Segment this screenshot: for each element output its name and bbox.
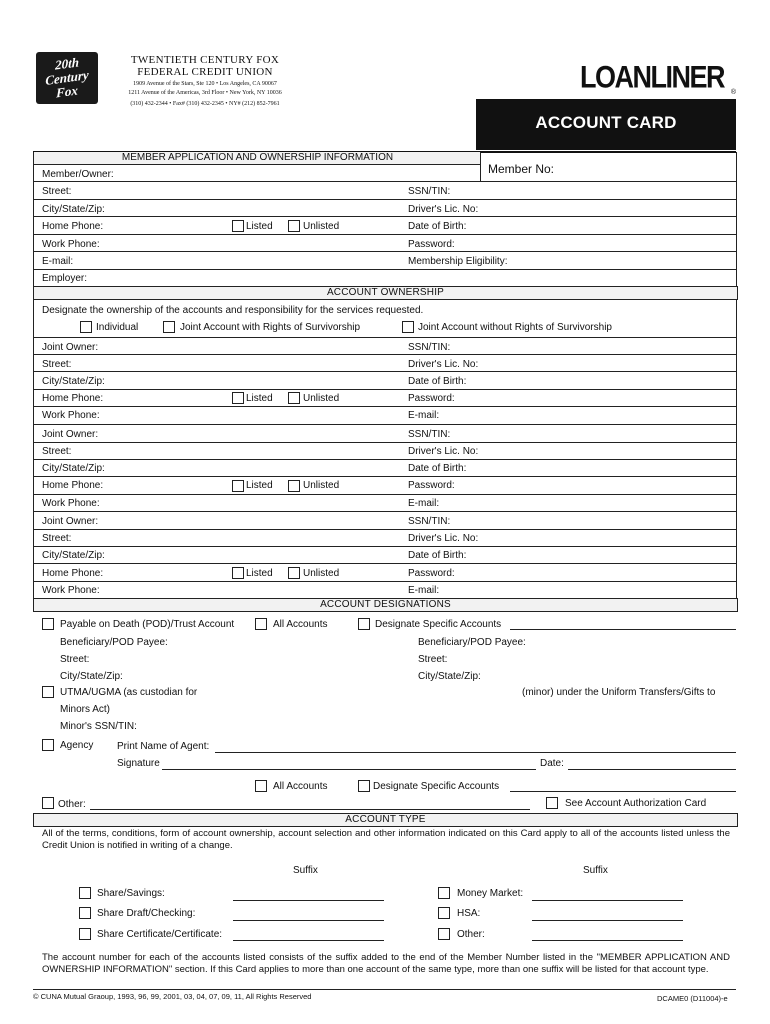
joint-owner-2-dob-label: Date of Birth:: [408, 463, 467, 474]
joint-owner-1-listed-label: Listed: [246, 393, 273, 404]
pod-label: Payable on Death (POD)/Trust Account: [60, 619, 235, 630]
joint-owner-2-unlisted-label: Unlisted: [303, 480, 340, 491]
joint-owner-1-listed-checkbox[interactable]: [232, 392, 244, 404]
joint-owner-2-dl-label: Driver's Lic. No:: [408, 446, 479, 457]
credit-union-address-2: 1211 Avenue of the Americas, 3rd Floor • New York, NY 10036: [128, 90, 282, 96]
joint-owner-2-home-phone-label: Home Phone:: [42, 480, 104, 491]
money-market-checkbox[interactable]: [438, 887, 450, 899]
joint-owner-2-ssn-label: SSN/TIN:: [408, 429, 451, 440]
share-draft-label: Share Draft/Checking:: [97, 908, 196, 919]
joint-owner-3-label: Joint Owner:: [42, 516, 99, 527]
joint-owner-1-street-label: Street:: [42, 359, 72, 370]
joint-owner-2-password-label: Password:: [408, 480, 455, 491]
suffix-right-label: Suffix: [583, 865, 608, 876]
pod-all-accounts-checkbox[interactable]: [255, 618, 267, 630]
member-work-phone-label: Work Phone:: [42, 239, 100, 250]
account-card-title: ACCOUNT CARD: [535, 113, 677, 132]
utma-minors-act-label: Minors Act): [60, 704, 111, 715]
joint-owner-1-email-label: E-mail:: [408, 410, 440, 421]
joint-owner-3-home-phone-label: Home Phone:: [42, 568, 104, 579]
ownership-instructions: Designate the ownership of the accounts and responsibility for the services requested.: [42, 305, 424, 316]
member-unlisted-label: Unlisted: [303, 221, 340, 232]
joint-rs-label: Joint Account with Rights of Survivorship: [180, 322, 361, 333]
account-type-section-header: [33, 813, 738, 827]
hsa-label: HSA:: [457, 908, 481, 919]
account-card-title-bar: [476, 99, 736, 150]
utma-checkbox[interactable]: [42, 686, 54, 698]
member-email-label: E-mail:: [42, 256, 74, 267]
other-type-label: Other:: [457, 929, 485, 940]
terms-paragraph: All of the terms, conditions, form of account ownership, account selection and other information indicated on this Card apply to all of the accounts listed unless the Credit Union is notified in writing of a change.: [42, 828, 730, 851]
share-cert-checkbox[interactable]: [79, 928, 91, 940]
agency-checkbox[interactable]: [42, 739, 54, 751]
joint-owner-3-unlisted-label: Unlisted: [303, 568, 340, 579]
joint-owner-2-email-label: E-mail:: [408, 498, 440, 509]
member-listed-label: Listed: [246, 221, 273, 232]
account-number-note: The account number for each of the accounts listed consists of the suffix added to the end of the Member Number listed in the "MEMBER APPLICATION AND OWNERSHIP INFORMATION" section. If this Card applies to more than one account of the same type, more than one suffix will be listed for that account type.: [42, 952, 730, 975]
credit-union-name-2: FEDERAL CREDIT UNION: [137, 66, 273, 78]
member-eligibility-label: Membership Eligibility:: [408, 256, 508, 267]
loanliner-brand: [580, 59, 736, 96]
beneficiary-1-label: Beneficiary/POD Payee:: [60, 637, 168, 648]
beneficiary-1-street-label: Street:: [60, 654, 90, 665]
minor-ssn-label: Minor's SSN/TIN:: [60, 721, 137, 732]
joint-owner-1-label: Joint Owner:: [42, 342, 99, 353]
agency-specific-checkbox[interactable]: [358, 780, 370, 792]
joint-owner-2-listed-checkbox[interactable]: [232, 480, 244, 492]
joint-owner-3-dl-label: Driver's Lic. No:: [408, 533, 479, 544]
joint-owner-2-work-phone-label: Work Phone:: [42, 498, 100, 509]
section-title: MEMBER APPLICATION AND OWNERSHIP INFORMATION: [121, 152, 394, 163]
joint-owner-1-dob-label: Date of Birth:: [408, 376, 467, 387]
beneficiary-2-label: Beneficiary/POD Payee:: [418, 637, 526, 648]
joint-owner-3-listed-label: Listed: [246, 568, 273, 579]
date-label: Date:: [540, 758, 564, 769]
signature-label: Signature: [117, 758, 160, 769]
section-title: ACCOUNT TYPE: [345, 814, 426, 825]
joint-no-rs-label: Joint Account without Rights of Survivorship: [418, 322, 612, 333]
beneficiary-2-city-label: City/State/Zip:: [418, 671, 481, 682]
member-info-section-header: [33, 152, 481, 165]
credit-union-phones: (310) 432-2344 • Fax# (310) 432-2345 • NY# (212) 852-7961: [130, 101, 280, 107]
see-auth-checkbox[interactable]: [546, 797, 558, 809]
utma-label: UTMA/UGMA (as custodian for: [60, 687, 198, 698]
joint-owner-3-unlisted-checkbox[interactable]: [288, 567, 300, 579]
individual-label: Individual: [96, 322, 139, 333]
joint-owner-1-password-label: Password:: [408, 393, 455, 404]
member-dl-label: Driver's Lic. No:: [408, 204, 479, 215]
joint-owner-1-city-label: City/State/Zip:: [42, 376, 105, 387]
member-dob-label: Date of Birth:: [408, 221, 467, 232]
member-unlisted-checkbox[interactable]: [288, 220, 300, 232]
pod-specific-label: Designate Specific Accounts: [375, 619, 502, 630]
see-auth-label: See Account Authorization Card: [565, 798, 707, 809]
copyright: © CUNA Mutual Graoup, 1993, 96, 99, 2001, 03, 04, 07, 09, 11, All Rights Reserved: [33, 992, 312, 1001]
joint-owner-1-dl-label: Driver's Lic. No:: [408, 359, 479, 370]
other-designation-checkbox[interactable]: [42, 797, 54, 809]
joint-owner-3-work-phone-label: Work Phone:: [42, 585, 100, 596]
beneficiary-2-street-label: Street:: [418, 654, 448, 665]
joint-owner-3-ssn-label: SSN/TIN:: [408, 516, 451, 527]
member-street-label: Street:: [42, 186, 72, 197]
joint-owner-2-label: Joint Owner:: [42, 429, 99, 440]
joint-owner-3-listed-checkbox[interactable]: [232, 567, 244, 579]
beneficiary-1-city-label: City/State/Zip:: [60, 671, 123, 682]
pod-specific-checkbox[interactable]: [358, 618, 370, 630]
member-city-label: City/State/Zip:: [42, 204, 105, 215]
member-listed-checkbox[interactable]: [232, 220, 244, 232]
logo-text: 20th Century Fox: [45, 54, 89, 101]
joint-owner-2-listed-label: Listed: [246, 480, 273, 491]
pod-checkbox[interactable]: [42, 618, 54, 630]
joint-no-rs-checkbox[interactable]: [402, 321, 414, 333]
credit-union-logo: [36, 52, 98, 104]
section-title: ACCOUNT DESIGNATIONS: [320, 599, 451, 610]
other-type-checkbox[interactable]: [438, 928, 450, 940]
designations-section-header: [33, 598, 738, 612]
joint-owner-3-street-label: Street:: [42, 533, 72, 544]
agency-all-accounts-label: All Accounts: [273, 781, 328, 792]
money-market-label: Money Market:: [457, 888, 524, 899]
joint-owner-3-dob-label: Date of Birth:: [408, 550, 467, 561]
joint-owner-2-unlisted-checkbox[interactable]: [288, 480, 300, 492]
agency-label: Agency: [60, 740, 94, 751]
individual-checkbox[interactable]: [80, 321, 92, 333]
utma-minor-label: (minor) under the Uniform Transfers/Gifts to: [522, 687, 716, 698]
section-title: ACCOUNT OWNERSHIP: [326, 287, 445, 298]
joint-owner-3-city-label: City/State/Zip:: [42, 550, 105, 561]
credit-union-name-1: TWENTIETH CENTURY FOX: [130, 54, 280, 66]
member-ssn-label: SSN/TIN:: [408, 186, 451, 197]
joint-owner-1-unlisted-label: Unlisted: [303, 393, 340, 404]
share-draft-checkbox[interactable]: [79, 907, 91, 919]
joint-owner-1-unlisted-checkbox[interactable]: [288, 392, 300, 404]
member-home-phone-label: Home Phone:: [42, 221, 104, 232]
ownership-section-header: [33, 286, 738, 300]
credit-union-address-1: 1909 Avenue of the Stars, Ste 120 • Los Angeles, CA 90067: [133, 81, 277, 87]
joint-owner-2-street-label: Street:: [42, 446, 72, 457]
hsa-checkbox[interactable]: [438, 907, 450, 919]
pod-all-accounts-label: All Accounts: [273, 619, 328, 630]
share-cert-label: Share Certificate/Certificate:: [97, 929, 223, 940]
print-agent-label: Print Name of Agent:: [117, 741, 210, 752]
agency-specific-label: Designate Specific Accounts: [373, 781, 500, 792]
joint-rs-checkbox[interactable]: [163, 321, 175, 333]
form-code: DCAME0 (D11004)-e: [657, 994, 728, 1003]
share-savings-label: Share/Savings:: [97, 888, 165, 899]
member-password-label: Password:: [408, 239, 455, 250]
member-owner-label: Member/Owner:: [42, 169, 114, 180]
joint-owner-1-ssn-label: SSN/TIN:: [408, 342, 451, 353]
member-no-label: Member No:: [488, 162, 555, 176]
joint-owner-3-password-label: Password:: [408, 568, 455, 579]
loanliner-brand-text: LOANLINER: [580, 59, 724, 95]
registered-mark: ®: [730, 89, 736, 96]
member-employer-label: Employer:: [42, 273, 88, 284]
joint-owner-1-work-phone-label: Work Phone:: [42, 410, 100, 421]
agency-all-accounts-checkbox[interactable]: [255, 780, 267, 792]
suffix-left-label: Suffix: [293, 865, 318, 876]
share-savings-checkbox[interactable]: [79, 887, 91, 899]
joint-owner-2-city-label: City/State/Zip:: [42, 463, 105, 474]
joint-owner-3-email-label: E-mail:: [408, 585, 440, 596]
joint-owner-1-home-phone-label: Home Phone:: [42, 393, 104, 404]
other-designation-label: Other:: [58, 799, 86, 810]
